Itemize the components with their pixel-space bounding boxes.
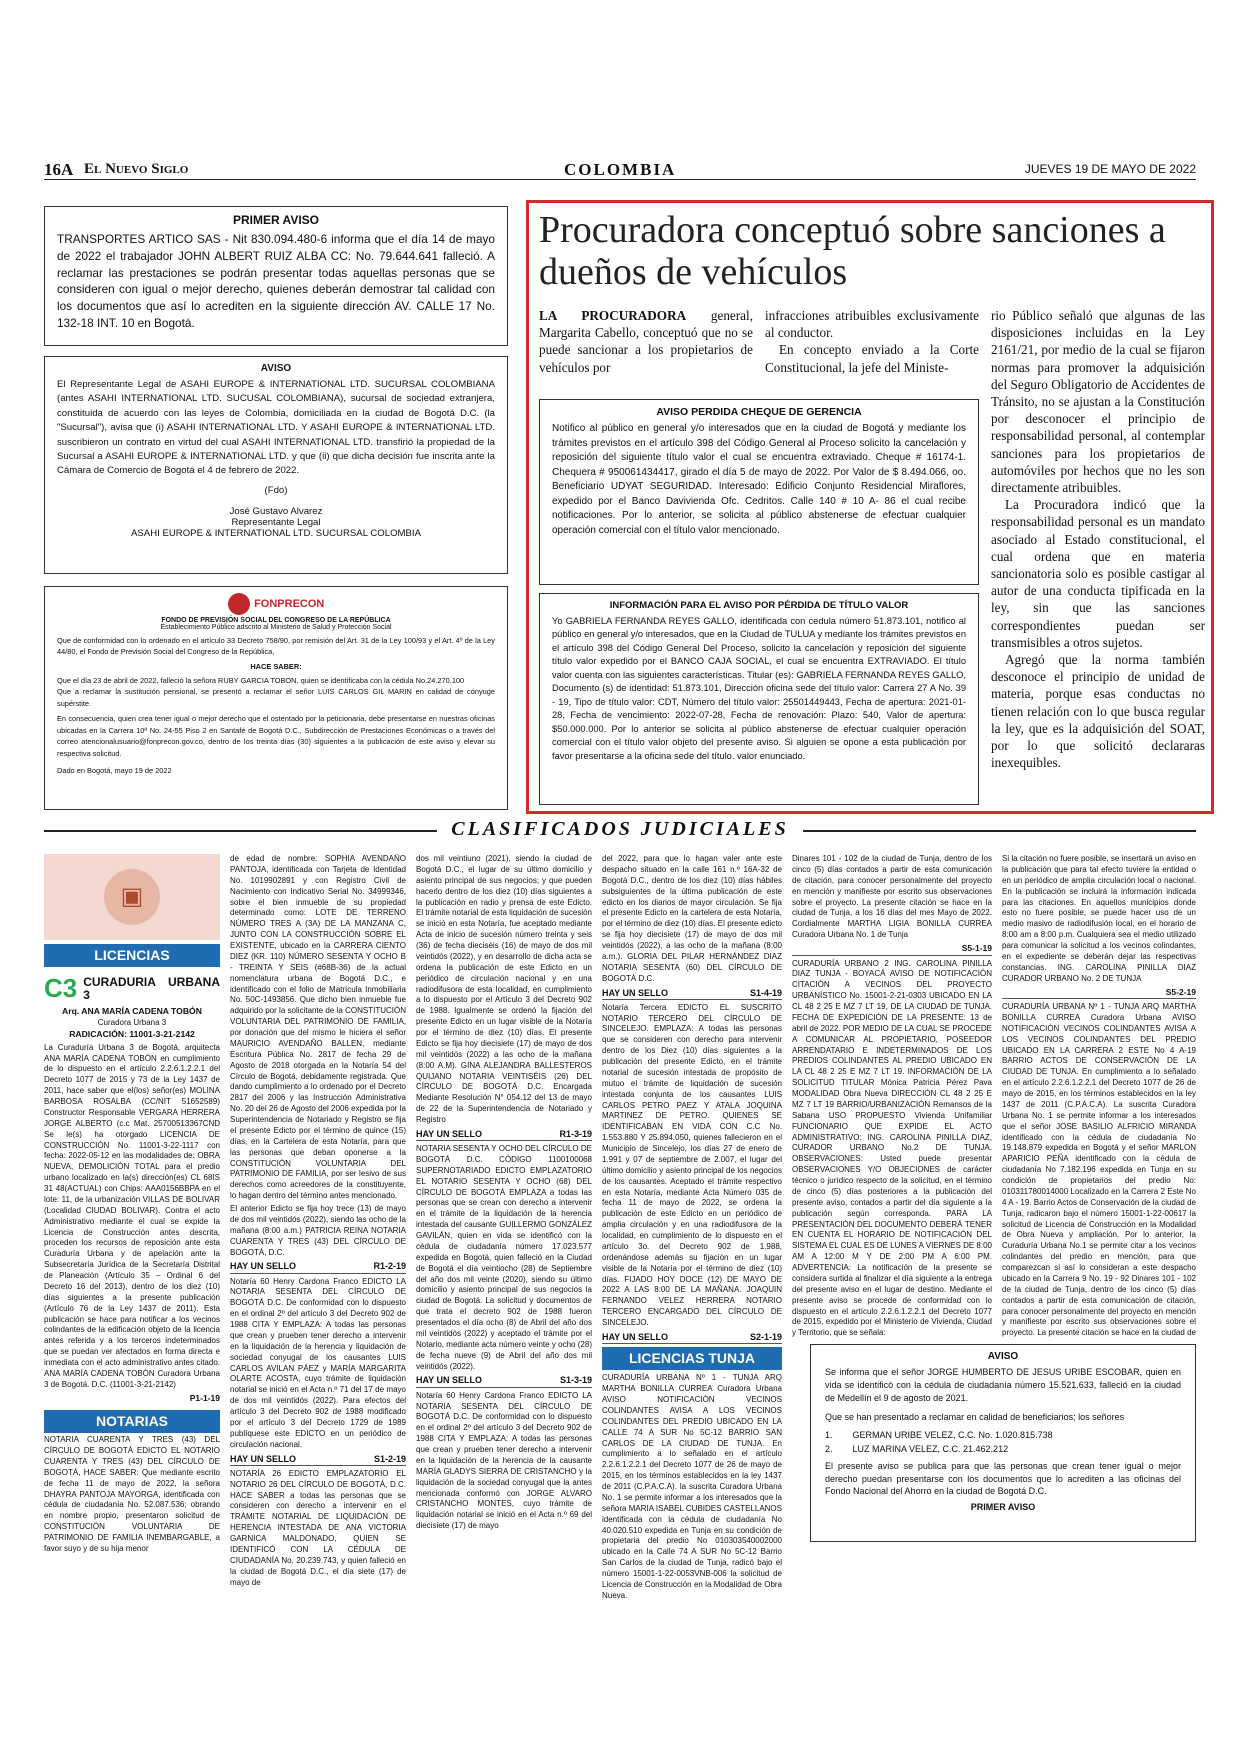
article-col3-a: rio Público señaló que algunas de las disposiciones incluidas en la Ley 2161/21, por medio de la cual se fijaron normas para promover la adquisición del Seguro Obligatorio de Accidentes de Tránsito, no se ajustan a la Constitución por desconocer el principio de responsabilidad personal, al contemplar sanciones para los propietarios de automóviles por hechos que no les son directamente atribuibles. (991, 308, 1205, 496)
notice-cheque (539, 399, 979, 585)
curaduria-architect: Arq. ANA MARÍA CADENA TOBÓN (62, 1006, 202, 1017)
fonprecon-p2: Que el día 23 de abril de 2022, falleció la señora RUBY GARCIA TOBON, quien se identificaba con la cédula No.24.270.100 (57, 675, 465, 685)
sello-row (416, 1374, 592, 1387)
clasificados-title (0, 818, 1240, 841)
article-col2-a: infracciones atribuibles exclusivamente al conductor. (765, 308, 979, 341)
clasificados-col-2 (230, 854, 406, 1734)
article-col-1 (539, 307, 753, 376)
c1-code: P1-1-19 (189, 1392, 220, 1403)
aviso-title: AVISO (987, 1351, 1019, 1362)
fonprecon-hace-saber: HACE SABER: (250, 661, 302, 671)
signer-name: José Gustavo Alvarez (229, 505, 323, 517)
fonprecon-p3: Que a reclamar la sustitución pensional, se presentó a reclamar el señor LUIS CARLOS GIL MARIN en calidad de cónyuge supérstite. (57, 687, 495, 708)
curaduria-name: CURADURIA URBANA 3 (83, 974, 220, 1002)
notice-text: El Representante Legal de ASAHI EUROPE & INTERNATIONAL LTD. SUCURSAL COLOMBIANA (antes ASAHI INTERNATIONAL LTD. SUCUSAL COLOMBIANA), sucursal de sociedad extranjera, constituida de acuerdo con las leyes de Colombia, domiciliada en la ciudad de Bogotá D.C. (la "Sucursal"), avisa que (i) ASAHI INTERNATIONAL LTD. Y ASAHI EUROPE & INTERNATIONAL LTD. suscribieron un contrato en virtud del cual ASAHI INTERNATIONAL LTD. transfirió la propiedad de la Sucursal a ASAHI EUROPE & INTERNATIONAL LTD. y que (ii) que dicha decisión fue inscrita ante la Cámara de Comercio de Bogotá el 4 de febrero de 2022. (57, 379, 495, 477)
clasificados-col-5 (792, 854, 992, 1340)
c1-text: La Curaduría Urbana 3 de Bogotá, arquitecta ANA MARÍA CADENA TOBÓN en cumplimiento de lo dispuesto en el artículo 2.2.6.1.2.2.1 del Decreto 1077 de 2015 y 73 de la Ley 1437 de 2011, hace saber que el(los) señor(es) MOLINA BARBOSA ROSALBA (CC/NIT 51652589) Constructor Responsable VERGARA HERRERA JORGE ALBERTO (c.c Mat. 25700513367CND Se le(s) ha otorgado LICENCIA DE CONSTRUCCIÓN No. 11001-3-22-1117 con fecha: 2022-05-12 en las modalidades de: OBRA NUEVA, DEMOLICIÓN TOTAL para el predio urbano localizado en la(s) dirección(es) CL 68IS 31 48(ACTUAL) con Chips: AAA0156BBPA en el lote: 11, de la urbanización VILLAS DE BOLIVAR (Localidad CIUDAD BOLIVAR). Contra el acto Administrativo mediante el cual se expide la Licencia de Construcción antes descrita, proceden los recursos de reposición ante esta Curaduría Urbana y de apelación ante la Subsecretaría Jurídica de la Secretaría Distrital de Planeación (Artículo 35 – Ordinal 6 del Decreto 16 del 2013), dentro de los diez (10) días siguientes a la presente publicación (Artículo 76 de la Ley 1437 de 2011). Esta publicación se hace para notificar a los vecinos colindantes de la edificación objeto de la licencia antes referida y a los terceros indeterminados que se puedan ver afectados en forma directa e inmediata con el acto administrativo antes citado. ANA MARÍA CADENA TOBÓN Curadora Urbana 3 de Bogotá. D.C. (11001-3-21-2142) (44, 1042, 220, 1389)
sello-row (416, 1128, 592, 1141)
fonprecon-logo (57, 593, 495, 615)
clasificados-title-text: CLASIFICADOS JUDICIALES (437, 818, 802, 840)
c2-code2: S1-2-19 (373, 1453, 406, 1464)
fonprecon-date: Dado en Bogotá, mayo 19 de 2022 (57, 766, 172, 776)
c5-b: CURADURÍA URBANO 2 ING. CAROLINA PINILLA DIAZ TUNJA - BOYACÁ AVISO DE NOTIFICACIÓN CITACIÓN A VECINOS DEL PROYECTO URBANÍSTICO No. 15001-2-21-0303 UBICADO EN LA CL 48 2 25 E MZ 7 LT 19, DE LA CIUDAD DE TUNJA. FECHA DE EXPEDICIÓN DE LA PRESENTE: 13 de abril de 2022. POR MEDIO DE LA CUAL SE PROCEDE A COMUNICAR AL PROPIETARIO, POSEEDOR ARRENDATARIO E INDETERMINADOS DE LOS PREDIOS COLINDANTES AL PREDIO UBICADO EN LA CL 48 2 25 E MZ 7 LT 19. INFORMACIÓN DE LA SOLICITUD TITULAR Mónica Patricia Pérez Pava MODALIDAD Obra Nueva DIRECCIÓN CL 48 2 25 E MZ 7 LT 19 BARRIO/URBANIZACIÓN Remansos de la Sabana USO PROPUESTO Vivienda Unifamiliar FUNCIONARIO QUE EXPIDE EL ACTO ADMINISTRATIVO: ING. CAROLINA PINILLA DIAZ, CURADOR URBANO No.2 DE TUNJA. OBSERVACIONES: Usted puede presentar OBSERVACIONES Y/O OBJECIONES de carácter técnico o jurídico respecto de la solicitud, en el término de cinco (5) días posteriores a la publicación del presente aviso, contados a partir del día siguiente a la publicación según corresponda. PARA LA PRESENTACIÓN DEL DOCUMENTO DEBERÁ TENER EN CUENTA EL HORARIO DE NOTIFICACIÓN DEL SISTEMA EL CUAL ES DE LUNES A VIERNES DE 8:00 AM A 12:00 M Y DE 2:00 PM A 6:00 PM. ADVERTENCIA: La notificación de la presente se considera surtida al finalizar el día siguiente a la entrega del presente aviso en el lugar de destino. Mediante el presente aviso se procede de conformidad con lo dispuesto en el artículo 2.2.6.1.2.2.1 del Decreto 1077 de 2015, expedido por el Ministerio de Vivienda, Ciudad y Territorio, que se señala: (792, 958, 992, 1338)
c3-c: Notaría 60 Henry Cardona Franco EDICTO LA NOTARIA SESENTA DEL CÍRCULO DE BOGOTÁ D.C. De conformidad con lo dispuesto en el ordinal 2º del artículo 3 del Decreto 902 de 1988 CITA Y EMPLAZA: A todas las personas que crean y prueben tener derecho a intervenir en la liquidación de la herencia de la causante MARÍA GLADYS SIERRA DE CRISTANCHO y la liquidación de la sociedad conyugal que la antes mencionada conformó con JORGE ALVARO CRISTANCHO MONTES, cuyo trámite de liquidación notarial se inició en el Acta n.º 69 del diecisiete (17) de mayo (416, 1390, 592, 1531)
sello-row (602, 1331, 782, 1344)
fonprecon-org: FONDO DE PREVISIÓN SOCIAL DEL CONGRESO DE LA REPÚBLICA (161, 617, 391, 624)
c2-a: de edad de nombre: SOPHIA AVENDAÑO PANTOJA, identificada con Tarjeta de Identidad No. 1019902891 y con Registro Civil de Nacimiento con Indicativo Serial No. 34999346, sobre el bien inmueble de su propiedad determinado como: LOTE DE TERRENO NÚMERO TRES A (3A) DE LA MANZANA C, JUNTO CON LA CONSTRUCCIÓN SOBRE EL EXISTENTE, ubicado en la CARRERA CIENTO DIEZ (KR. 110) NÚMERO SESENTA Y OCHO B - TREINTA Y SEIS (#68B-36) de la actual nomenclatura urbana de Bogotá D.C., e identificado con el folio de Matrícula Inmobiliaria No. 50C-1493856. Que dicho bien inmueble fue adquirido por la solicitante de la CONSTITUCIÓN VOLUNTARIA DEL PATRIMONIO DE FAMILIA, por donación que del mismo le hiciera el señor MAURICIO AVENDAÑO BALLEN, mediante Escritura Pública No. 2817 de fecha 29 de Agosto de 2018 otorgada en la Notaría 54 del Círculo de Bogotá, debidamente registrada. Que dando cumplimiento a lo ordenado por el Decreto 2817 del 2006 y las Instrucción Administrativa No. 20 del 26 de Agosto del 2006 expedida por la Superintendencia de Notariado y Registro se fija el presente Edicto por el término de quince (15) días, en la Cartelera de esta Notaría, para que las personas que deban oponerse a la CONSTITUCIÓN VOLUNTARIA DEL PATRIMONIO DE FAMILIA, por ser lesivo de sus derechos como acreedores de la constituyente, lo hagan dentro del término antes mencionado. (230, 854, 406, 1201)
article-col1-text: general, Margarita Cabello, conceptuó que no se puede sancionar a los propietarios de vehículos por (539, 308, 753, 375)
licencias-image (44, 854, 220, 940)
fonprecon-p4: En consecuencia, quien crea tener igual o mejor derecho que el ostentado por la peticionaria, debe presentarse en nuestras oficinas ubicadas en la Carrera 10ª No. 24-55 Piso 2 en Santafé de Bogotá D.C., Subdirección de Prestaciones Económicas o a través del correo atencionalusuario@fonprecon.gov.co, dentro de los treinta días (30) siguientes a la publicación de este aviso y elevar su respectiva solicitud. (57, 714, 495, 758)
c5-code: S5-1-19 (792, 943, 992, 956)
clasificados-col-6 (1002, 854, 1196, 1340)
notarias-banner: NOTARIAS (44, 1410, 220, 1433)
c5-a: Dinares 101 - 102 de la ciudad de Tunja, dentro de los cinco (5) días contados a partir de esta comunicación de citación, para conocer personalmente del proyecto en mención y manifieste por escrito sus observaciones sobre el proyecto. La presente citación se hace en la ciudad de Tunja, a los 16 días del mes Mayo de 2022. Cordialmente MARTHA LIGIA BONILLA CURREA Curadora Urbana No. 1 de Tunja (792, 854, 992, 940)
signer-role: Representante Legal (231, 516, 321, 528)
article-col-3 (991, 307, 1205, 771)
fonprecon-sub: Establecimiento Público adscrito al Ministerio de Salud y Protección Social (160, 624, 392, 631)
fonprecon-p1: Que de conformidad con lo ordenado en el artículo 33 Decreto 758/90, por remisión del Art. 31 de la Ley 100/93 y el Art. 4º de la Ley 44/80, el Fondo de Previsión Social del Congreso de la República, (57, 636, 495, 657)
hay-sello: HAY UN SELLO (602, 987, 669, 998)
hay-sello: HAY UN SELLO (416, 1375, 483, 1386)
truck-icon: ▣ (104, 869, 160, 925)
titulo-text: Yo GABRIELA FERNANDA REYES GALLO, identificada con cedula número 51.873.101, notifico al público en general y/o interesados, que en la Ciudad de TULUA y mediante los trámites previstos en el artículo 398 del Código General Del Proceso, solicito la cancelación y reposición del siguiente título valor expedido por el BANCO CAJA SOCIAL, el cual se encuentra EXTRAVIADO. El título valor cuenta con las siguientes características. Titular (es): GABRIELA FERNANDA REYES GALLO, Documento (s) de identidad: 51.873.101, Dirección oficina sede del título valor: Carrera 27 A No. 39 - 19, Tipo de título valor: CDT, Número del título valor: 25501449443, Fecha de apertura: 2021-01-28, Fecha de vencimiento: 2022-07-28, Fecha de renovación: Plazo: 540, Valor de apertura: $50.000.000. Por lo anterior se solicita al público abstenerse de efectuar cualquier operación comercial con el título valor objeto del presente aviso. Si alguien se opone a esta publicación por favor presentarse a la oficina sede del título. valor enunciado. (552, 616, 966, 761)
c4-code: S1-4-19 (749, 987, 782, 998)
c4-c: CURADURÍA URBANA Nº 1 - TUNJA ARQ MARTHA BONILLA CURREA Curadora Urbana AVISO NOTIFICACIÓN VECINOS COLINDANTES AVISA A LOS VECINOS COLINDANTES DEL PREDIO UBICADO EN LA CALLE 74 A SUR No 5C-12 BARRIO SAN CARLOS DE LA CIUDAD DE TUNJA. En cumplimiento a lo señalado en el artículo 2.2.6.1.2.2.1 del Decreto 1077 de 26 de mayo de 2015, en los términos establecidos en la ley 1437 de 2011 (C.P.A.C.A). la suscrita Curadora Urbana No. 1 se permite informar a los interesados que la señora MARIA ISABEL CUBIDES CASTELLANOS identificada con la cédula de ciudadanía No 40.020.510 expedida en Tunja en su condición de propietaria del predio No 010303540002000 ubicado en la Calle 74 A SUR No 5C-12 Barrio San Carlos de la ciudad de Tunja, radicó bajo el número 15001-1-22-0053VNB-006 la solicitud de Licencia de Construcción en la Modalidad de Obra Nueva. (602, 1373, 782, 1600)
c3-logo-icon: C3 (44, 973, 78, 1004)
c4-code2: S2-1-19 (749, 1331, 782, 1342)
sello-row (602, 987, 782, 1000)
c2-code: R1-2-19 (373, 1261, 406, 1272)
clasificados-col-1 (44, 854, 220, 1734)
c4-b: Notaría Tercera EDICTO EL SUSCRITO NOTARIO TERCERO DEL CÍRCULO DE SINCELEJO. EMPLAZA: A todas las personas que se consideren con derecho para intervenir dentro de los Diez (10) días siguientes a la publicación del presente Edicto, en el trámite notarial de sucesión intestada de propósito de mutuo el trámite de liquidación de sucesión intestada conjunta de los causantes LUIS CARLOS PETRO PAEZ Y ATALA JOQUINA MARTINEZ DE PETRO. QUIENES SE IDENTIFICABAN EN VIDA CON C.C No. 1.553.880 Y 25.894.050, quienes fallecieron en el Municipio de Sincelejo, los días 27 de enero de 1.991 y 07 de septiembre de 2.007, el lugar del último domicilio y asiento principal de los negocios de los causantes. Aceptado el trámite respectivo en esta Notaría, mediante Acta Número 035 de fecha 11 de mayo de 2022, se ordena la publicación de este Edicto en un periódico de amplia circulación y en una radiodifusora de la localidad, en cumplimiento de lo dispuesto en el artículo 3o. del Decreto 902 de 1.988, ordenándose además su fijación en un lugar visible de la Notaría por el término de diez (10) días. FIJADO HOY DOCE (12) DE MAYO DE 2022 A LAS 8:00 DE LA MAÑANA. JOAQUIN FERNANDO VELEZ HERRERA NOTARIO TERCERO ENCARGADO DEL CÍRCULO DE SINCELEJO. (602, 1002, 782, 1328)
licencias-tunja-banner: LICENCIAS TUNJA (602, 1347, 782, 1370)
page-header (44, 160, 1196, 180)
licencias-banner: LICENCIAS (44, 944, 220, 967)
aviso-beneficiary-1: 1. GERMAN URIBE VELEZ, C.C. No. 1.020.815.738 (825, 1429, 1053, 1440)
article-col3-b: La Procuradora indicó que la responsabilidad personal es un mandato asociado al Estado constitucional, el cual ordena que en materia sancionatoria solo es posible castigar al autor de una conducta tipificada en la ley, sin que las sanciones correspondientes puedan ser transmisibles a otros sujetos. (991, 497, 1205, 650)
c4-a: del 2022, para que lo hagan valer ante este despacho situado en la calle 161 n.º 16A-32 de Bogotá D.C., dentro de los diez (10) días hábiles subsiguientes de la última publicación de este edicto en los diarios de mayor circulación. Se fija el presente Edicto en la cartelera de esta Notaría, por el término de diez (10) días. El presente edicto se fija hoy diecisiete (17) de mayo de dos mil veintidós (2022), a las ocho de la mañana (8:00 a.m.). GLORIA DEL PILAR HERNÁNDEZ DIAZ NOTARIA SESENTA (60) DEL CÍRCULO DE BOGOTÁ D.C. (602, 854, 782, 983)
aviso-text: Se informa que el señor JORGE HUMBERTO DE JESUS URIBE ESCOBAR, quien en vida se identificó con la cédula de ciudadanía número 15.521.633, falleció en la ciudad de Medellín el 9 de agosto de 2021. (825, 1367, 1181, 1404)
sello-row (230, 1453, 406, 1466)
aviso-footer: El presente aviso se publica para que las personas que crean tener igual o mejor derecho puedan presentarse con los documentos que lo acrediten a las oficinas del Fondo Nacional del Ahorro en la ciudad de Bogotá D.C. (825, 1460, 1181, 1497)
c3-a: dos mil veintiuno (2021), siendo la ciudad de Bogotá D.C., el lugar de su último domicilio y asiento principal de sus negocios; y que pueden hacerlo dentro de los diez (10) días siguientes a la publicación en radio y prensa de este Edicto. El trámite notarial de esta liquidación de sucesión se inició en esta Notaría, fue aceptado mediante Acta de inicio de sucesión número treinta y seis (36) de fecha dieciséis (16) de mayo de dos mil veintidós (2022), y en desarrollo de dicha acta se ordena la publicación de este Edicto en un periódico de circulación nacional y en una radiodifusora de esta localidad, en cumplimiento a lo dispuesto por el Artículo 3 del Decreto 902 de 1988. Igualmente se ordenó la fijación del presente Edicto en un lugar visible de la Notaría por el término de diez (10) días. El presente Edicto se fija hoy diecisiete (17) de mayo de dos mil veintidós (2022) a las ocho de la mañana (8:00 A.M). GINA ALEJANDRA BALLESTEROS QUIJANO NOTARIA VEINTISÉIS (26) DEL CÍRCULO DE BOGOTÁ D.C. Encargada Mediante Resolución N° 054.12 del 13 de mayo de 22 de la Superintendencia de Notariado y Registro (416, 854, 592, 1124)
notice-title: AVISO (260, 363, 292, 374)
aviso-claim: Que se han presentado a reclamar en calidad de beneficiarios; los señores (825, 1412, 1125, 1423)
titulo-title: INFORMACIÓN PARA EL AVISO POR PÉRDIDA DE TÍTULO VALOR (609, 600, 909, 611)
article-lead: LA PROCURADORA (539, 308, 687, 323)
radicacion: RADICACIÓN: 11001-3-21-2142 (69, 1028, 195, 1039)
notice-primer-aviso (44, 206, 508, 346)
aviso-beneficiary-2: 2. LUZ MARINA VELEZ, C.C. 21.462.212 (825, 1443, 1009, 1454)
article-col3-c: Agregó que la norma también desconoce el principio de unidad de materia, porque esas conductas no tienen relación con lo que busca regular la ley, que es la adquisición del SOAT, por lo que solicitó declararas inexequibles. (991, 652, 1205, 771)
c2-c: Notaría 60 Henry Cardona Franco EDICTO LA NOTARIA SESENTA DEL CÍRCULO DE BOGOTÁ D.C. De conformidad con lo dispuesto en el ordinal 2º del artículo 3 del Decreto 902 de 1988 CITA Y EMPLAZA: A todas las personas que crean y prueben tener derecho a intervenir en la liquidación de la herencia y liquidación de sociedad conyugal de los causantes LUIS CARLOS AVILAN PÁEZ y MARÍA MARGARITA OLARTE ACOSTA, cuyo trámite de liquidación notarial se inició en el Acta n.º 71 del 17 de mayo de dos mil veintidós (2022). Para efectos del artículo 3 del Decreto 902 de 1988 modificado por el artículo 3 del Decreto 1729 de 1989 publíquese este EDICTO en un periódico de circulación nacional. (230, 1276, 406, 1449)
notice-titulo-valor (539, 593, 979, 805)
section-name: COLOMBIA (564, 160, 677, 179)
notice-fdo: (Fdo) (264, 484, 288, 496)
curaduria-logo (44, 971, 220, 1006)
c6-b: CURADURÍA URBANA Nº 1 - TUNJA ARQ MARTHA BONILLA CURREA Curadora Urbana AVISO NOTIFICACIÓN VECINOS COLINDANTES AVISA A LOS VECINOS COLINDANTES DEL PREDIO UBICADO EN LA CARRERA 2 ESTE No 4 A-19 BARRIO ACTOS DE CONSERVACIÓN DE LA CIUDAD DE TUNJA. En cumplimiento a lo señalado en el artículo 2.2.6.1.2.2.1 del Decreto 1077 de 26 de mayo de 2015, en los términos establecidos en la ley 1437 de 2011 (C.P.A.C.A). La suscrita Curadora Urbana No. 1 se permite informar a los interesados que el señor JOSE BASILIO ALFRICIO MIRANDA identificado con la cédula de ciudadanía No 19.148.879 expedida en Bogotá y el señor MARLON APARICIO PEÑA identificado con la cédula de ciudadanía No 7.182.196 expedida en Tunja en su condición de propietarios del predio No: 010311780014000 Localizado en la Carrera 2 Este No 4 A - 19. Barrio Actos de Conservación de la ciudad de Tunja, radicaron bajo el número 15001-1-22-00617 la solicitud de Licencia de Construcción en la Modalidad de Obra Nueva y ampliación. Por lo anterior, la Curaduría Urbana No.1 se permite citar a los vecinos colindantes del predio en mención, para que comparezcan si así lo consideran a este despacho ubicado en la Carrera 9 No. 19 - 92 Dinares 101 - 102 de la ciudad de Tunja, dentro de los cinco (5) días contados a partir de esta comunicación de citación, para conocer personalmente del proyecto en mención y manifieste por escrito sus observaciones sobre el proyecto. La presente citación se hace en la ciudad de (1002, 1002, 1196, 1338)
notice-aviso-uribe (810, 1344, 1196, 1542)
c6-code: S5-2-19 (1002, 987, 1196, 1000)
c3-code: R1-3-19 (559, 1128, 592, 1139)
fonprecon-logo-icon (228, 593, 250, 615)
hay-sello: HAY UN SELLO (602, 1331, 669, 1342)
cheque-text: Notifico al público en general y/o interesados que en la ciudad de Bogotá y mediante los trámites previstos en el artículo 398 del Código General al Proceso solicito la cancelación y reposición del siguiente título valor el cual se encuentra extraviado. Cheque # 16174-1. Chequera # 950061434417, girado el día 5 de mayo de 2022. Por Valor de $ 8.494.066, oo. Beneficiario UDYAT SEGURIDAD. Interesado: Edificio Conjunto Residencial Miraflores, expedido por el Banco Davivienda Ofc. Cedritos. Calle 140 # 10 A- 86 el cual recibe notificaciones. Por lo anterior, se solicita al público abstenerse de efectuar cualquier operación comercial con el título valor mencionado. (552, 423, 966, 536)
clasificados-col-3 (416, 854, 592, 1734)
newspaper-name: El Nuevo Siglo (84, 161, 189, 177)
article-headline: Procuradora conceptuó sobre sanciones a dueños de vehículos (539, 209, 1166, 293)
hay-sello: HAY UN SELLO (416, 1128, 483, 1139)
notice-text: TRANSPORTES ARTICO SAS - Nit 830.094.480-6 informa que el día 14 de mayo de 2022 el trabajador JOHN ALBERT RUIZ ALBA CC: No. 79.644.641 falleció. A reclamar las prestaciones se podrán presentar todas aquellas personas que se consideren con igual o mejor derecho, quienes deberán demostrar tal calidad con los documentos que así lo acrediten en la siguiente dirección AV. CALLE 17 No. 132-18 INT. 10 en Bogotá. (57, 232, 495, 330)
notice-asahi (44, 356, 508, 574)
curaduria-role: Curadora Urbana 3 (97, 1018, 167, 1028)
article-procuradora (526, 200, 1214, 814)
notice-title: PRIMER AVISO (232, 213, 319, 227)
c2-b: El anterior Edicto se fija hoy trece (13) de mayo de dos mil veintidós (2022), siendo las ocho de la mañana (8:00 a.m.) PATRICIA REINA NOTARIA CUARENTA Y TRES (43) DEL CÍRCULO DE BOGOTÁ, D.C. (230, 1204, 406, 1257)
fonprecon-logo-text: FONPRECON (254, 598, 325, 610)
issue-date: JUEVES 19 DE MAYO DE 2022 (1024, 162, 1196, 176)
hay-sello: HAY UN SELLO (230, 1261, 297, 1272)
c1-notaria: NOTARIA CUARENTA Y TRES (43) DEL CÍRCULO DE BOGOTÁ EDICTO EL NOTARIO CUARENTA Y TRES (43) DEL CÍRCULO DE BOGOTÁ, HACE SABER: Que mediante escrito de fecha 11 de mayo de 2022, la señora DHAYRA PANTOJA MAYORGA, identificada con cédula de ciudadanía No. 52.087.536; obrando en nombre propio, presentaron solicitud de CONSTITUCIÓN VOLUNTARIA DE PATRIMONIO DE FAMILIA INEMBARGABLE, a favor suyo y de su hija menor (44, 1435, 220, 1553)
c2-d: NOTARÍA 26 EDICTO EMPLAZATORIO EL NOTARIO 26 DEL CÍRCULO DE BOGOTÁ, D.C. HACE SABER a todas las personas que se consideren con derecho a intervenir en el TRÁMITE NOTARIAL DE LIQUIDACIÓN DE HERENCIA INTESTADA DE ANA VICTORIA GARNICA MALDONADO, QUIEN SE IDENTIFICÓ CON LA CÉDULA DE CIUDADANÍA No. 20.239.743, y quien falleció en la ciudad de Bogotá D.C., el día siete (17) de mayo de (230, 1468, 406, 1587)
clasificados-col-4 (602, 854, 782, 1734)
notice-fonprecon (44, 586, 508, 810)
cheque-title: AVISO PERDIDA CHEQUE DE GERENCIA (656, 406, 862, 418)
signer-company: ASAHI EUROPE & INTERNATIONAL LTD. SUCURSAL COLOMBIA (131, 527, 421, 539)
c3-b: NOTARIA SESENTA Y OCHO DEL CÍRCULO DE BOGOTÁ D.C. CÓDIGO 1100100068 SUPERNOTARIADO EDICTO EMPLAZATORIO EL NOTARIO SESENTA Y OCHO (68) DEL CÍRCULO DE BOGOTÁ EMPLAZA a todas las personas que se crean con derecho a intervenir en el trámite de la liquidación de la herencia intestada del causante GUILLERMO GONZÁLEZ GAVILÁN, quien en vida se identificó con la cédula de ciudadanía número 17.023.577 expedida en Bogotá, quien falleció en la Ciudad de Bogotá el día veintiocho (28) de Septiembre del año dos mil veinte (2020), siendo su último domicilio y asiento principal de sus negocios la ciudad de Bogotá. La solicitud y documentos de que trata el decreto 902 de 1988 fueron presentados el día ocho (8) de Abril del año dos mil veintidós (2022) y aceptado el trámite por el Notario, mediante acta número veinte y ocho (28) de fecha nueve (9) de Abril del año dos mil veintidós (2022). (416, 1144, 592, 1371)
c6-a: Si la citación no fuere posible, se insertará un aviso en la publicación que para tal efecto tuviere la entidad o en un periódico de amplia circulación local o nacional. En la publicación se incluirá la información indicada para las citaciones. En aquellos municipios donde esto no fuere posible, se puede hacer uso de un medio masivo de radiodifusión local, en el horario de 8:00 am a 8:00 p.m. Cualquiera sea el medio utilizado para comunicar la solicitud a los vecinos colindantes, en el expediente se deberán dejar las respectivas constancias. ING. CAROLINA PINILLA DIAZ CURADOR URBANO No. 2 DE TUNJA (1002, 854, 1196, 983)
hay-sello: HAY UN SELLO (230, 1453, 297, 1464)
sello-row (230, 1260, 406, 1273)
page-number: 16A (44, 160, 74, 179)
aviso-primer: PRIMER AVISO (970, 1502, 1036, 1513)
article-col-2 (765, 307, 979, 376)
article-col2-b: En concepto enviado a la Corte Constitucional, la jefe del Ministe- (765, 342, 979, 375)
c3-code2: S1-3-19 (559, 1375, 592, 1386)
